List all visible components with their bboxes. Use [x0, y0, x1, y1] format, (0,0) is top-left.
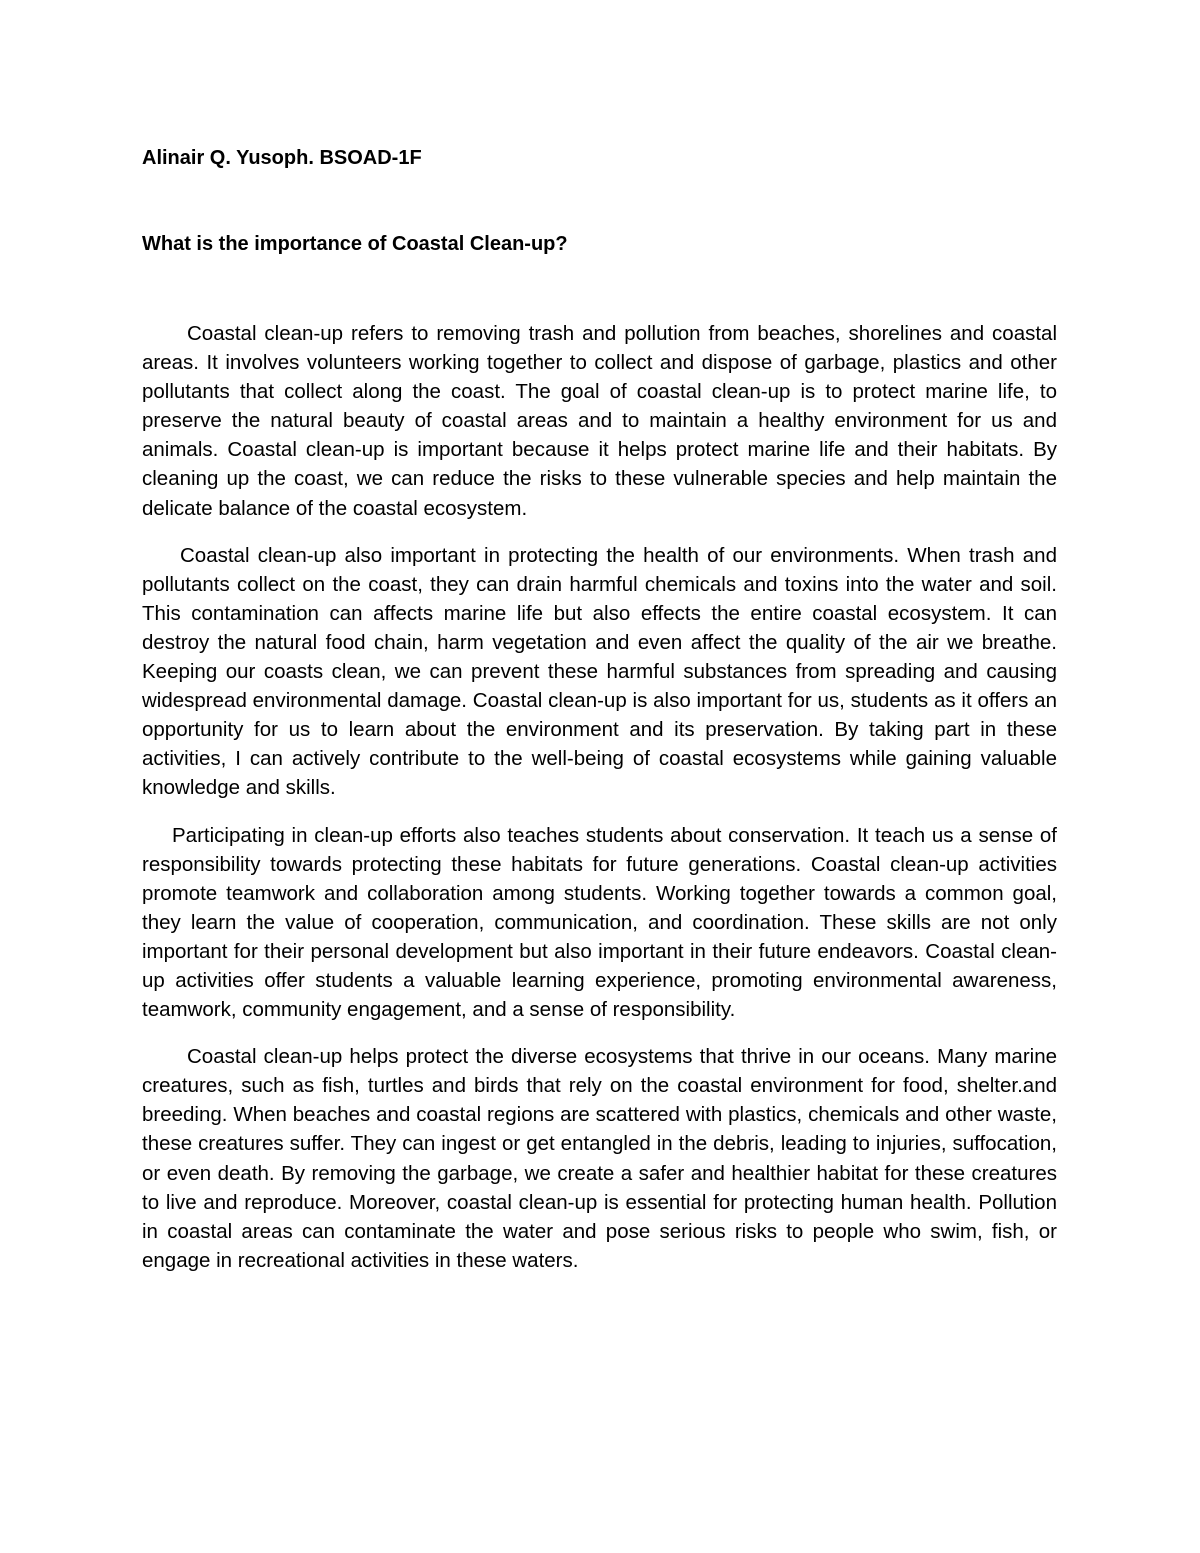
paragraph-1: Coastal clean-up refers to removing trash and pollution from beaches, shorelines and coastal areas. It involves volunteers working together to collect and dispose of garbage, plastics and other pollutants that collect along the coast. The goal of coastal clean-up is to protect marine life, to preserve the natural beauty of coastal areas and to maintain a healthy environment for us and animals. Coastal clean-up is important because it helps protect marine life and their habitats. By cleaning up the coast, we can reduce the risks to these vulnerable species and help maintain the delicate balance of the coastal ecosystem.: [142, 322, 1057, 520]
paragraph-2: Coastal clean-up also important in protecting the health of our environments. When trash and pollutants collect on the coast, they can drain harmful chemicals and toxins into the water and soil. This contamination can affects marine life but also effects the entire coastal ecosystem. It can destroy the natural food chain, harm vegetation and even affect the quality of the air we breathe. Keeping our coasts clean, we can prevent these harmful substances from spreading and causing widespread environmental damage. Coastal clean-up is also important for us, students as it offers an opportunity for us to learn about the environment and its preservation. By taking part in these activities, I can actively contribute to the well-being of coastal ecosystems while gaining valuable knowledge and skills.: [142, 543, 1057, 800]
paragraph-3: Participating in clean-up efforts also teaches students about conservation. It teach us a sense of responsibility towards protecting these habitats for future generations. Coastal clean-up activities promote teamwork and collaboration among students. Working together towards a common goal, they learn the value of cooperation, communication, and coordination. These skills are not only important for their personal development but also important in their future endeavors. Coastal clean-up activities offer students a valuable learning experience, promoting environmental awareness, teamwork, community engagement, and a sense of responsibility.: [142, 823, 1057, 1022]
essay-question: What is the importance of Coastal Clean-up?: [142, 233, 568, 255]
author-line: Alinair Q. Yusoph. BSOAD-1F: [142, 147, 422, 169]
paragraph-4: Coastal clean-up helps protect the diverse ecosystems that thrive in our oceans. Many marine creatures, such as fish, turtles and birds that rely on the coastal environment for food, shelter.and breeding. When beaches and coastal regions are scattered with plastics, chemicals and other waste, these creatures suffer. They can ingest or get entangled in the debris, leading to injuries, suffocation, or even death. By removing the garbage, we create a safer and healthier habitat for these creatures to live and reproduce. Moreover, coastal clean-up is essential for protecting human health. Pollution in coastal areas can contaminate the water and pose serious risks to people who swim, fish, or engage in recreational activities in these waters.: [142, 1045, 1057, 1272]
essay-body: [142, 319, 1057, 1293]
